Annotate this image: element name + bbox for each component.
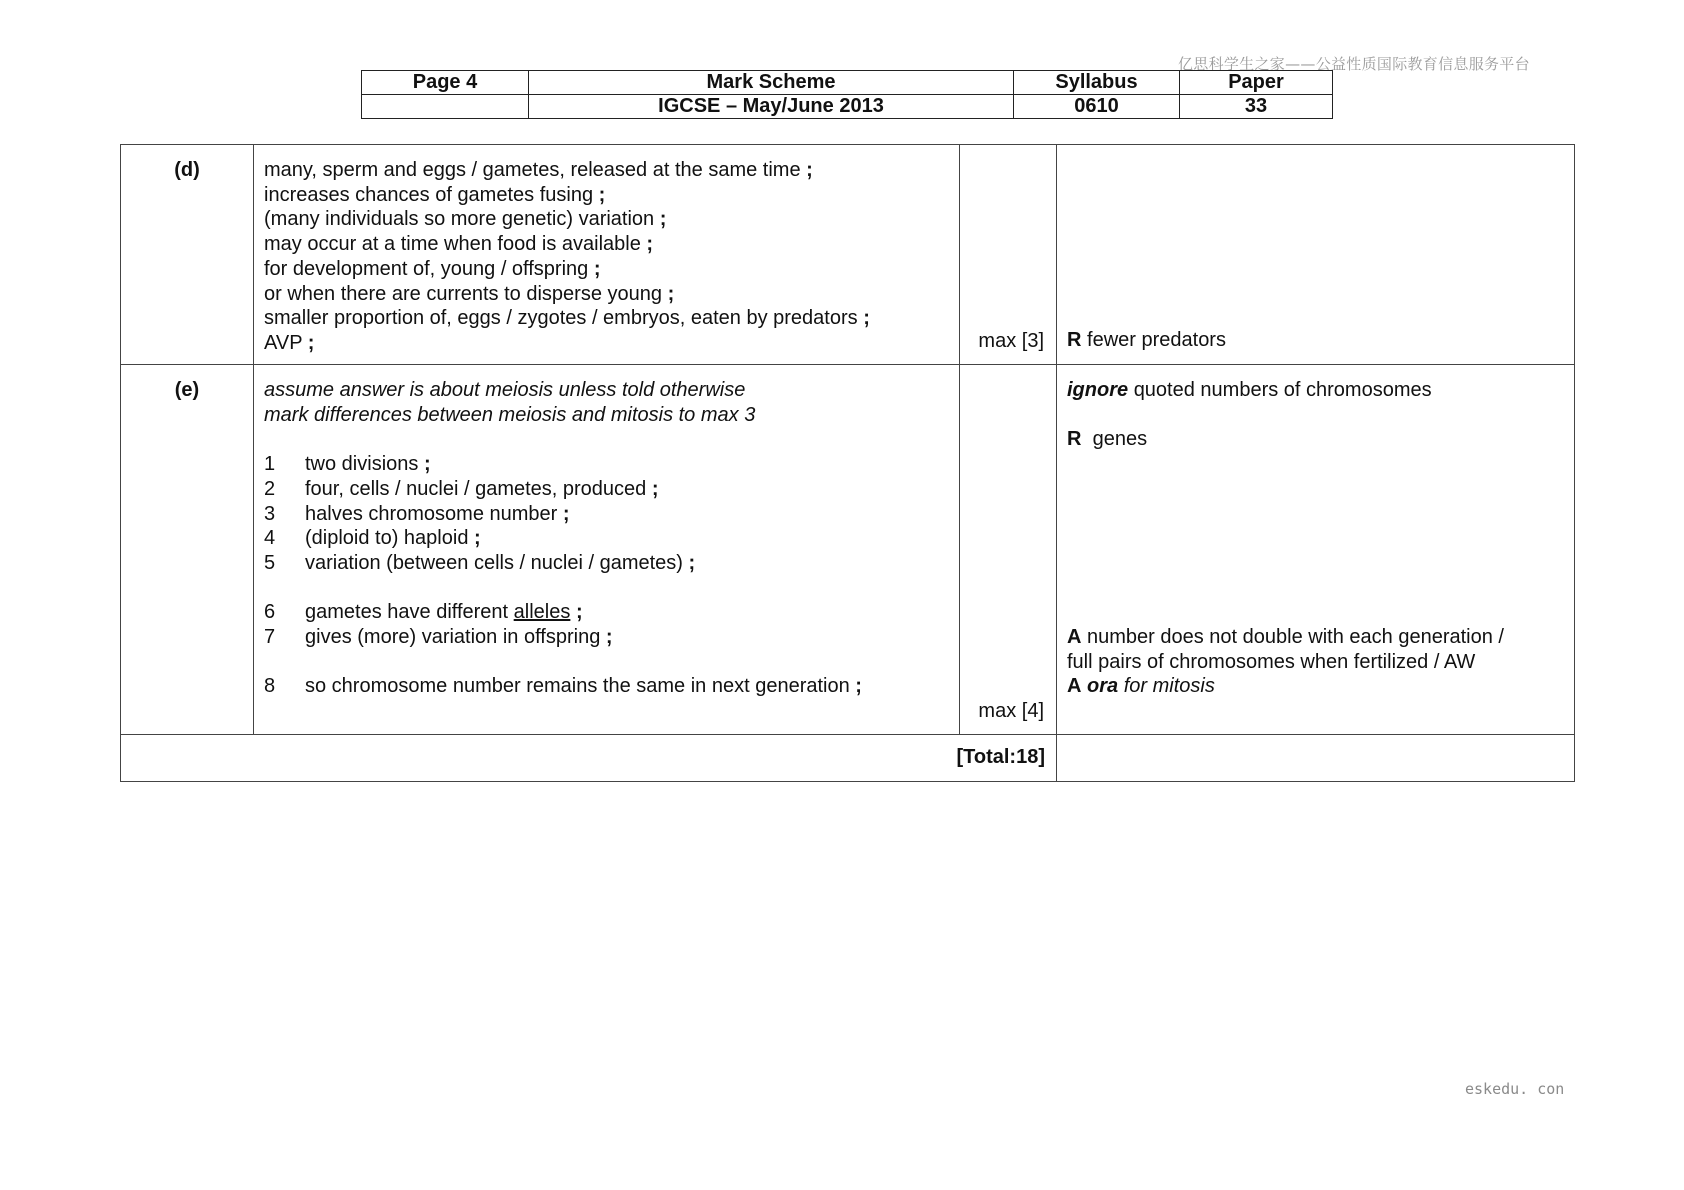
paper-label: Paper	[1180, 71, 1333, 95]
answer-line: for development of, young / offspring ;	[264, 257, 601, 280]
watermark: 亿思科学生之家——公益性质国际教育信息服务平台	[1178, 55, 1530, 73]
empty-cell	[362, 95, 529, 119]
instruction-line: mark differences between meiosis and mitosis to max 3	[264, 403, 756, 426]
marking-point: 7 gives (more) variation in offspring ;	[264, 626, 613, 648]
marking-point: 5 variation (between cells / nuclei / gametes) ;	[264, 551, 696, 574]
answer-cell	[254, 145, 960, 365]
answer-line: increases chances of gametes fusing ;	[264, 183, 606, 206]
marking-point: 1 two divisions ;	[264, 453, 431, 476]
answer-line: smaller proportion of, eggs / zygotes / embryos, eaten by predators ;	[264, 307, 870, 330]
footer-url: eskedu. con	[1465, 1080, 1565, 1098]
row-e	[121, 365, 1575, 735]
marking-point: 2 four, cells / nuclei / gametes, produced ;	[264, 477, 659, 500]
exam-session: IGCSE – May/June 2013	[529, 95, 1014, 119]
answer-line: AVP ;	[264, 331, 315, 354]
row-d	[121, 145, 1575, 365]
answer-line: may occur at a time when food is available ;	[264, 233, 654, 256]
marks-cell: max [3]	[960, 145, 1057, 365]
marks-cell: max [4]	[960, 365, 1057, 735]
empty-cell	[1057, 735, 1575, 782]
marking-point: 6 gametes have different alleles ;	[264, 601, 583, 624]
guidance-cell: ignore quoted numbers of chromosomes R genes A number does not double with each generation / full pairs of chromosomes when fertilized / AW A ora for mitosis	[1057, 365, 1575, 735]
answer-line: or when there are currents to disperse young ;	[264, 282, 675, 305]
instruction-line: assume answer is about meiosis unless told otherwise	[264, 379, 746, 401]
page-label: Page 4	[362, 71, 529, 95]
answer-line: many, sperm and eggs / gametes, released at the same time ;	[264, 159, 813, 181]
answer-cell	[254, 365, 960, 735]
syllabus-label: Syllabus	[1014, 71, 1180, 95]
mark-scheme-table	[120, 144, 1575, 782]
total-marks: [Total:18]	[121, 735, 1057, 782]
marking-point: 8 so chromosome number remains the same in next generation ;	[264, 675, 862, 698]
total-row	[121, 735, 1575, 782]
marking-point: 3 halves chromosome number ;	[264, 502, 570, 525]
question-label: (d)	[121, 145, 254, 365]
marking-point: 4 (diploid to) haploid ;	[264, 527, 481, 550]
answer-line: (many individuals so more genetic) variation ;	[264, 208, 667, 231]
paper-number: 33	[1180, 95, 1333, 119]
header-table	[361, 70, 1333, 119]
syllabus-code: 0610	[1014, 95, 1180, 119]
mark-scheme-label: Mark Scheme	[529, 71, 1014, 95]
guidance-cell: R fewer predators	[1057, 145, 1575, 365]
question-label: (e)	[121, 365, 254, 735]
